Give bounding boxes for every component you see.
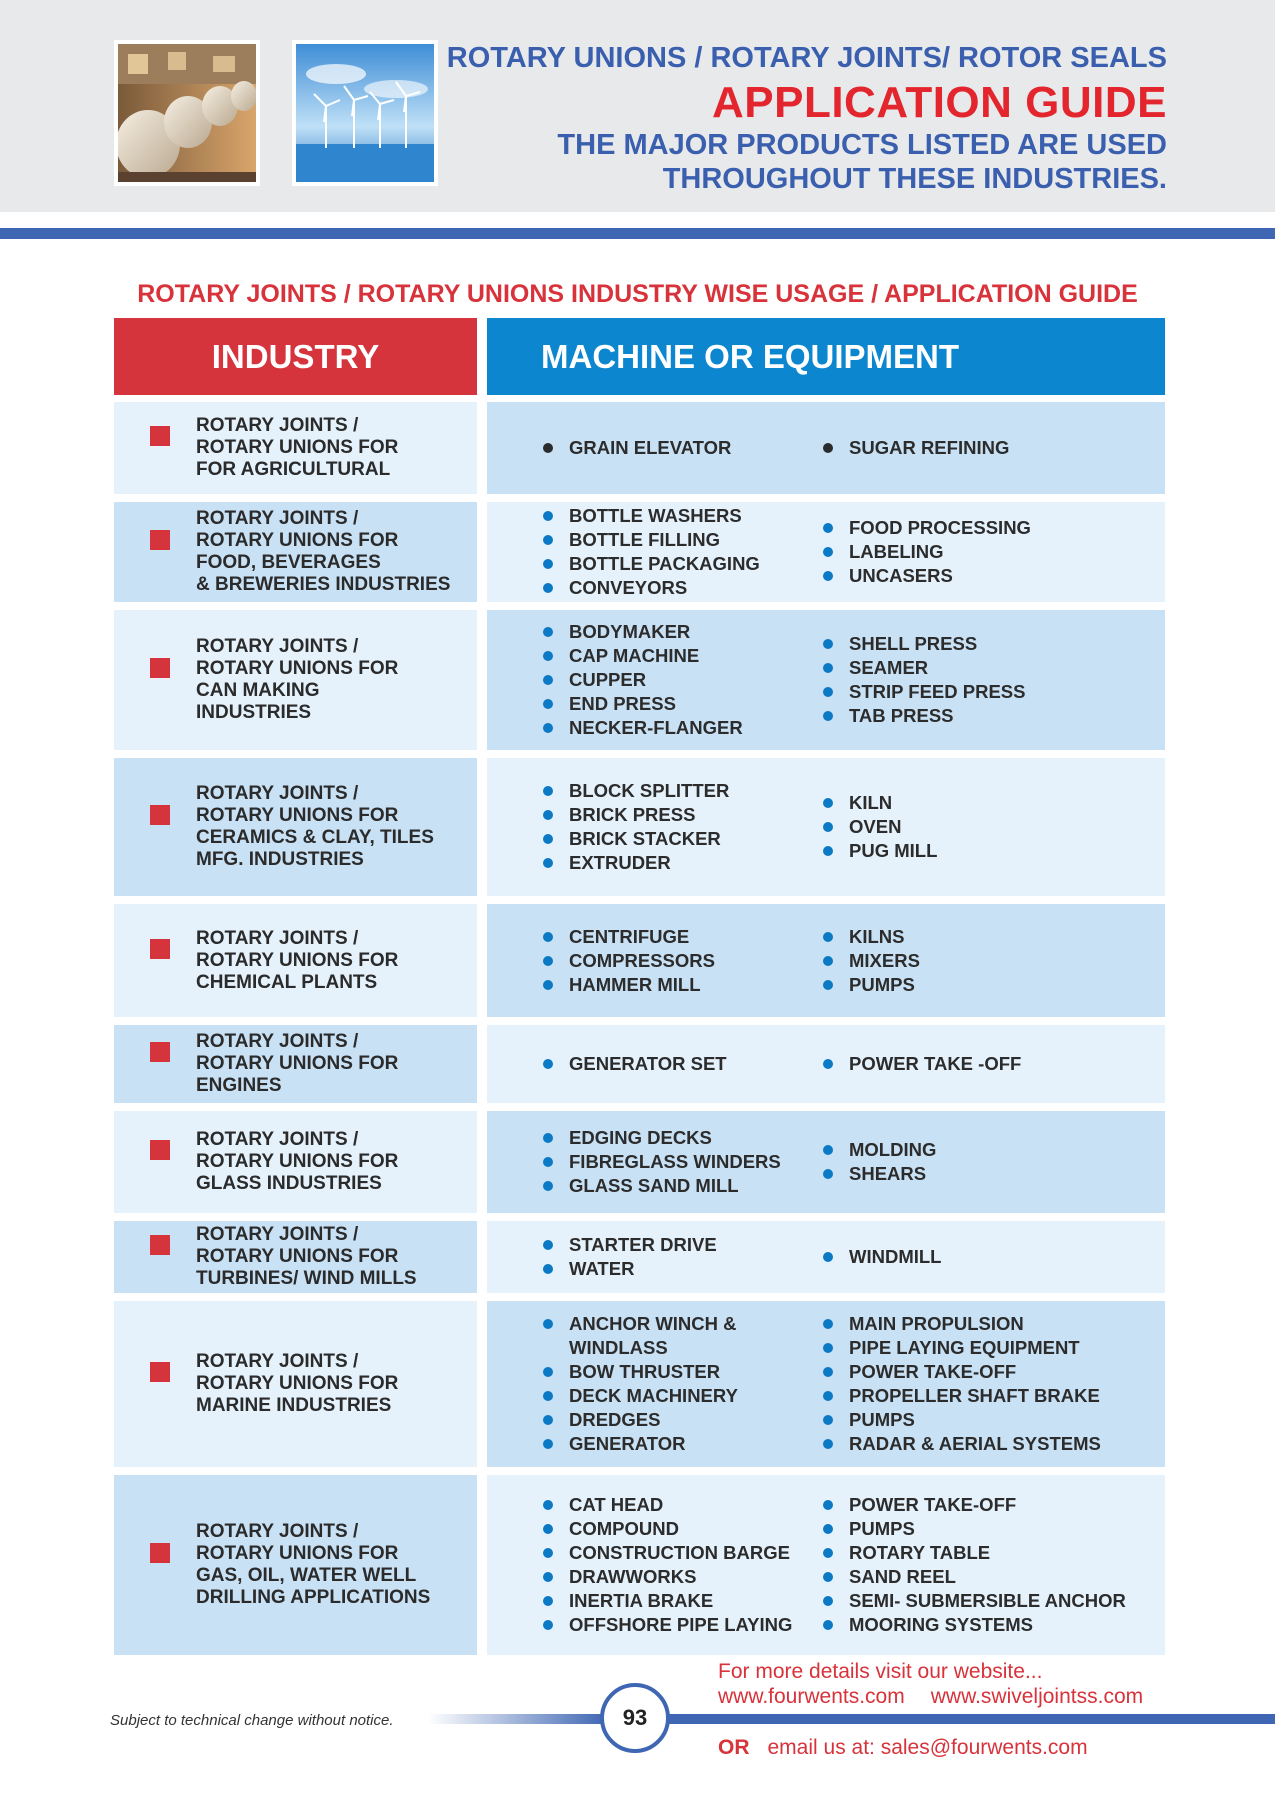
industry-column-header: INDUSTRY [114, 318, 477, 395]
equipment-column-a [543, 610, 813, 750]
email-link[interactable]: email us at: sales@fourwents.com [767, 1736, 1088, 1759]
industry-label-line: CHEMICAL PLANTS [196, 971, 378, 993]
equipment-column-b [823, 610, 1163, 750]
equipment-item: BRICK STACKER [543, 827, 813, 851]
equipment-item: EDGING DECKS [543, 1126, 813, 1150]
industry-cell [114, 1301, 477, 1467]
industry-label-line: ROTARY JOINTS / [196, 636, 359, 657]
industry-label-line: CAN MAKING [196, 680, 320, 701]
equipment-item: DREDGES [543, 1408, 813, 1432]
header-subtitle-line2: THROUGHOUT THESE INDUSTRIES. [662, 163, 1167, 195]
red-square-icon [150, 426, 170, 446]
equipment-column-b [823, 1301, 1163, 1467]
equipment-item: SEAMER [823, 656, 1163, 680]
industry-cell [114, 502, 477, 602]
industry-label-line: FOOD, BEVERAGES [196, 552, 381, 573]
equipment-column-a [543, 402, 813, 494]
equipment-column-b [823, 904, 1163, 1017]
equipment-item: GENERATOR [543, 1432, 813, 1456]
equipment-item: GRAIN ELEVATOR [543, 436, 813, 460]
equipment-column-a [543, 502, 813, 602]
equipment-item: CONVEYORS [543, 576, 813, 600]
paper-rolls-photo [114, 40, 260, 186]
equipment-item: MIXERS [823, 949, 1163, 973]
equipment-item: SUGAR REFINING [823, 436, 1163, 460]
industry-label-line: DRILLING APPLICATIONS [196, 1587, 431, 1608]
equipment-column-b [823, 758, 1163, 896]
equipment-item: OVEN [823, 815, 1163, 839]
industry-label-line: ROTARY UNIONS FOR [196, 1373, 399, 1394]
industry-label-line: GAS, OIL, WATER WELL [196, 1565, 417, 1586]
equipment-item: ANCHOR WINCH & [543, 1312, 813, 1336]
equipment-column-b [823, 1221, 1163, 1293]
industry-cell [114, 1025, 477, 1103]
footer-bar-right [660, 1714, 1275, 1724]
red-square-icon [150, 530, 170, 550]
industry-label-line: ROTARY JOINTS / [196, 415, 359, 436]
equipment-item: UNCASERS [823, 564, 1163, 588]
industry-label [196, 1475, 471, 1655]
equipment-item: SAND REEL [823, 1565, 1163, 1589]
industry-label-line: ROTARY UNIONS FOR [196, 437, 399, 458]
industry-label-line: ROTARY UNIONS FOR [196, 949, 399, 971]
equipment-column-a [543, 1221, 813, 1293]
equipment-item: BOTTLE WASHERS [543, 504, 813, 528]
equipment-column-b [823, 402, 1163, 494]
red-square-icon [150, 1235, 170, 1255]
equipment-item: OFFSHORE PIPE LAYING [543, 1613, 813, 1637]
industry-label-line: ROTARY JOINTS / [196, 508, 359, 529]
header-line1: ROTARY UNIONS / ROTARY JOINTS/ ROTOR SEALS [446, 42, 1167, 74]
industry-cell [114, 402, 477, 494]
equipment-item: INERTIA BRAKE [543, 1589, 813, 1613]
equipment-cell [487, 1475, 1165, 1655]
footer-bar-left [428, 1714, 608, 1724]
email-contact [718, 1736, 1088, 1760]
equipment-item: PUMPS [823, 1408, 1163, 1432]
equipment-item: PUMPS [823, 973, 1163, 997]
equipment-cell [487, 502, 1165, 602]
industry-label-line: ROTARY JOINTS / [196, 1129, 359, 1150]
equipment-item: SEMI- SUBMERSIBLE ANCHOR [823, 1589, 1163, 1613]
equipment-item: WINDLASS [569, 1337, 668, 1358]
equipment-column-a [543, 1025, 813, 1103]
industry-label [196, 1301, 471, 1467]
red-square-icon [150, 1140, 170, 1160]
industry-label-line: ROTARY JOINTS / [196, 1031, 359, 1052]
industry-cell [114, 1475, 477, 1655]
equipment-item: WINDMILL [823, 1245, 1163, 1269]
red-square-icon [150, 1362, 170, 1382]
industry-label [196, 758, 471, 896]
red-square-icon [150, 658, 170, 678]
industry-label-line: ROTARY UNIONS FOR [196, 1151, 399, 1172]
red-square-icon [150, 1042, 170, 1062]
machine-column-header: MACHINE OR EQUIPMENT [487, 318, 1165, 395]
industry-label-line: ROTARY UNIONS FOR [196, 530, 399, 551]
equipment-column-a [543, 1111, 813, 1213]
industry-cell [114, 1111, 477, 1213]
equipment-item: END PRESS [543, 692, 813, 716]
industry-label-line: CERAMICS & CLAY, TILES [196, 827, 434, 848]
industry-label-line: ROTARY JOINTS / [196, 783, 359, 804]
equipment-cell [487, 402, 1165, 494]
industry-label [196, 402, 471, 494]
equipment-item: COMPRESSORS [543, 949, 813, 973]
equipment-item: LABELING [823, 540, 1163, 564]
equipment-cell [487, 904, 1165, 1017]
industry-label [196, 1025, 471, 1103]
industry-cell [114, 904, 477, 1017]
equipment-item: POWER TAKE -OFF [823, 1052, 1163, 1076]
industry-label-line: MARINE INDUSTRIES [196, 1395, 392, 1416]
equipment-cell [487, 1025, 1165, 1103]
equipment-cell [487, 1221, 1165, 1293]
equipment-item: CONSTRUCTION BARGE [543, 1541, 813, 1565]
red-square-icon [150, 939, 170, 959]
red-square-icon [150, 1543, 170, 1563]
equipment-item: POWER TAKE-OFF [823, 1360, 1163, 1384]
equipment-item: PUG MILL [823, 839, 1163, 863]
equipment-item: PROPELLER SHAFT BRAKE [823, 1384, 1163, 1408]
equipment-cell [487, 758, 1165, 896]
equipment-item: BOTTLE FILLING [543, 528, 813, 552]
equipment-item: PIPE LAYING EQUIPMENT [823, 1336, 1163, 1360]
equipment-item: BLOCK SPLITTER [543, 779, 813, 803]
industry-label [196, 502, 471, 602]
equipment-item: FOOD PROCESSING [823, 516, 1163, 540]
industry-label-line: ROTARY JOINTS / [196, 1521, 359, 1542]
equipment-item: FIBREGLASS WINDERS [543, 1150, 813, 1174]
industry-label-line: ROTARY JOINTS / [196, 927, 359, 949]
industry-cell [114, 1221, 477, 1293]
industry-label [196, 904, 471, 1017]
industry-label-line: ENGINES [196, 1075, 282, 1096]
equipment-item: CAT HEAD [543, 1493, 813, 1517]
industry-label-line: MFG. INDUSTRIES [196, 849, 364, 870]
equipment-item: SHEARS [823, 1162, 1163, 1186]
header-subtitle [557, 128, 1167, 196]
industry-label [196, 1111, 471, 1213]
equipment-item: MAIN PROPULSION [823, 1312, 1163, 1336]
header-title: APPLICATION GUIDE [711, 78, 1167, 127]
equipment-item: GLASS SAND MILL [543, 1174, 813, 1198]
website-link-fourwents[interactable]: www.fourwents.com [718, 1685, 905, 1708]
industry-label-line: ROTARY UNIONS FOR [196, 1543, 399, 1564]
equipment-cell [487, 1301, 1165, 1467]
industry-label-line: & BREWERIES INDUSTRIES [196, 574, 451, 595]
equipment-item: POWER TAKE-OFF [823, 1493, 1163, 1517]
industry-label-line: ROTARY UNIONS FOR [196, 1053, 399, 1074]
equipment-cell [487, 1111, 1165, 1213]
equipment-column-b [823, 1475, 1163, 1655]
header-banner [0, 0, 1275, 212]
equipment-item: KILNS [823, 925, 1163, 949]
industry-label-line: TURBINES/ WIND MILLS [196, 1268, 417, 1289]
equipment-item: CENTRIFUGE [543, 925, 813, 949]
industry-label [196, 610, 471, 750]
equipment-item: KILN [823, 791, 1163, 815]
equipment-item: BOW THRUSTER [543, 1360, 813, 1384]
equipment-column-a [543, 904, 813, 1017]
equipment-item: STARTER DRIVE [543, 1233, 813, 1257]
equipment-item: NECKER-FLANGER [543, 716, 813, 740]
equipment-column-a [543, 758, 813, 896]
industry-label-line: ROTARY UNIONS FOR [196, 658, 399, 679]
equipment-column-a [543, 1475, 813, 1655]
disclaimer-note: Subject to technical change without notice. [110, 1712, 394, 1729]
equipment-column-b [823, 1111, 1163, 1213]
equipment-item: MOORING SYSTEMS [823, 1613, 1163, 1637]
equipment-item: ROTARY TABLE [823, 1541, 1163, 1565]
industry-label-line: INDUSTRIES [196, 702, 312, 723]
website-link-swiveljoints[interactable]: www.swiveljointss.com [930, 1685, 1144, 1708]
equipment-item: RADAR & AERIAL SYSTEMS [823, 1432, 1163, 1456]
wind-turbines-photo [292, 40, 438, 186]
industry-label-line: ROTARY JOINTS / [196, 1351, 359, 1372]
industry-label-line: GLASS INDUSTRIES [196, 1173, 382, 1194]
equipment-item: CAP MACHINE [543, 644, 813, 668]
equipment-item: GENERATOR SET [543, 1052, 813, 1076]
industry-label-line: FOR AGRICULTURAL [196, 459, 391, 480]
equipment-item: WATER [543, 1257, 813, 1281]
equipment-item: MOLDING [823, 1138, 1163, 1162]
equipment-item: HAMMER MILL [543, 973, 813, 997]
equipment-item: PUMPS [823, 1517, 1163, 1541]
equipment-item: DRAWWORKS [543, 1565, 813, 1589]
page-number: 93 [600, 1683, 670, 1753]
equipment-item: BODYMAKER [543, 620, 813, 644]
equipment-cell [487, 610, 1165, 750]
equipment-item: SHELL PRESS [823, 632, 1163, 656]
industry-label-line: ROTARY UNIONS FOR [196, 1246, 399, 1267]
more-details-text: For more details visit our website... [718, 1660, 1043, 1683]
or-label: OR [718, 1736, 750, 1759]
equipment-item: BOTTLE PACKAGING [543, 552, 813, 576]
equipment-column-a [543, 1301, 813, 1467]
header-divider-band [0, 228, 1275, 239]
equipment-item: STRIP FEED PRESS [823, 680, 1163, 704]
guide-title: ROTARY JOINTS / ROTARY UNIONS INDUSTRY WISE USAGE / APPLICATION GUIDE [137, 280, 1138, 308]
industry-label-line: ROTARY UNIONS FOR [196, 805, 399, 826]
industry-cell [114, 610, 477, 750]
equipment-column-b [823, 502, 1163, 602]
equipment-item: COMPOUND [543, 1517, 813, 1541]
equipment-item: TAB PRESS [823, 704, 1163, 728]
equipment-item: CUPPER [543, 668, 813, 692]
equipment-item: EXTRUDER [543, 851, 813, 875]
industry-cell [114, 758, 477, 896]
equipment-item: DECK MACHINERY [543, 1384, 813, 1408]
header-subtitle-line1: THE MAJOR PRODUCTS LISTED ARE USED [557, 129, 1167, 161]
industry-label [196, 1221, 471, 1293]
equipment-column-b [823, 1025, 1163, 1103]
industry-label-line: ROTARY JOINTS / [196, 1224, 359, 1245]
website-links [718, 1685, 1169, 1709]
equipment-item: BRICK PRESS [543, 803, 813, 827]
red-square-icon [150, 805, 170, 825]
